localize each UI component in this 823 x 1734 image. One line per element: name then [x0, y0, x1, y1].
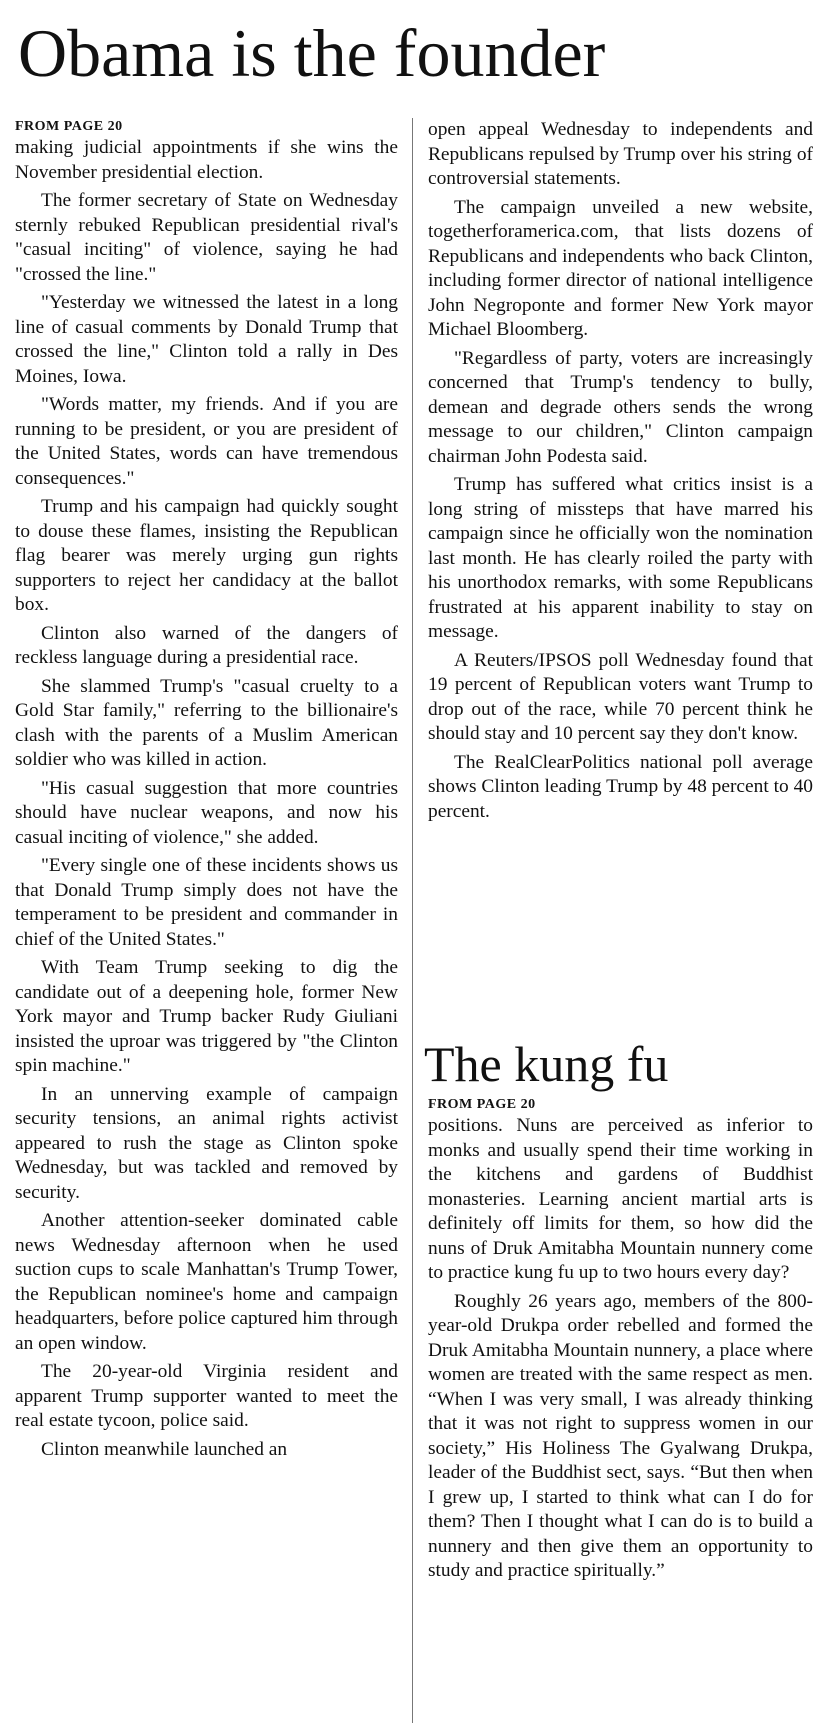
- paragraph: making judicial appointments if she wins the November presidential election.: [15, 137, 398, 183]
- paragraph: The former secretary of State on Wednesday sternly rebuked Republican presidential rival's "casual inciting" of violence, saying he had "crossed the line.": [15, 190, 398, 285]
- paragraph: The RealClearPolitics national poll average shows Clinton leading Trump by 48 percent to 40 percent.: [428, 751, 813, 822]
- paragraph: The campaign unveiled a new website, togetherforamerica.com, that lists dozens of Republicans and independents who back Clinton, including former director of national intelligence John Negroponte and former New York mayor Michael Bloomberg.: [428, 196, 813, 340]
- paragraph: Clinton also warned of the dangers of reckless language during a presidential race.: [15, 622, 398, 668]
- paragraph: "Regardless of party, voters are increasingly concerned that Trump's tendency to bully, demean and degrade others sends the wrong message to our children," Clinton campaign chairman John Podesta said.: [428, 347, 813, 467]
- column-divider: [412, 118, 413, 1723]
- paragraph: Trump has suffered what critics insist is a long string of missteps that have marred his campaign since he officially won the nomination last month. He has clearly roiled the party with his unorthodox remarks, with some Republicans frustrated at his apparent inability to stay on message.: [428, 474, 813, 642]
- paragraph: Clinton meanwhile launched an: [41, 1438, 288, 1460]
- paragraph: Trump and his campaign had quickly sought to douse these flames, insisting the Republican flag bearer was merely urging gun rights supporters to reject her candidacy at the ballot box.: [15, 496, 398, 615]
- paragraph: "Words matter, my friends. And if you are running to be president, or you are president of the United States, words can have tremendous consequences.": [15, 394, 398, 489]
- paragraph: Roughly 26 years ago, members of the 800-year-old Drukpa order rebelled and formed the Druk Amitabha Mountain nunnery, a place where women are treated with the same respect as men. “When I was very small, I was already thinking that it was not right to suppress women in our society,” His Holiness The Gyalwang Drukpa, leader of the Buddhist sect, says. “But then when I grew up, I started to think what can I do for them? Then I thought what I can do is to build a nunnery and then give them an opportunity to study and practice spiritually.”: [428, 1290, 813, 1581]
- kung-fu-headline: The kung fu: [424, 1036, 669, 1092]
- paragraph: positions. Nuns are perceived as inferior to monks and usually spend their time working in the kitchens and gardens of Buddhist monasteries. Learning ancient martial arts is definitely off limits for them, so how did the nuns of Druk Amitabha Mountain nunnery come to practice kung fu up to two hours every day?: [428, 1115, 813, 1283]
- paragraph: "Every single one of these incidents shows us that Donald Trump simply does not have the temperament to be president and commander in chief of the United States.": [15, 855, 398, 950]
- paragraph: With Team Trump seeking to dig the candidate out of a deepening hole, former New York mayor and Trump backer Rudy Giuliani insisted the uproar was triggered by "the Clinton spin machine.": [15, 957, 398, 1076]
- paragraph: "His casual suggestion that more countries should have nuclear weapons, and now his casual inciting of violence," she added.: [15, 777, 398, 848]
- paragraph: In an unnerving example of campaign security tensions, an animal rights activist appeared to rush the stage as Clinton spoke Wednesday, but was tackled and removed by security.: [15, 1083, 398, 1203]
- kung-fu-article: [424, 1036, 813, 1588]
- paragraph: open appeal Wednesday to independents and Republicans repulsed by Trump over his string of controversial statements.: [428, 119, 813, 189]
- right-column: [428, 118, 813, 828]
- from-page-label: FROM PAGE 20: [15, 119, 123, 134]
- paragraph: She slammed Trump's "casual cruelty to a Gold Star family," referring to the billionaire's clash with the parents of a Muslim American soldier who was killed in action.: [15, 675, 398, 770]
- left-column: [15, 118, 398, 1466]
- paragraph: Another attention-seeker dominated cable news Wednesday afternoon when he used suction cups to scale Manhattan's Trump Tower, the Republican nominee's home and campaign headquarters, before police captured him through an open window.: [15, 1210, 398, 1354]
- paragraph: The 20-year-old Virginia resident and apparent Trump supporter wanted to meet the real estate tycoon, police said.: [15, 1361, 398, 1431]
- paragraph: "Yesterday we witnessed the latest in a long line of casual comments by Donald Trump that crossed the line," Clinton told a rally in Des Moines, Iowa.: [15, 292, 398, 387]
- paragraph: A Reuters/IPSOS poll Wednesday found that 19 percent of Republican voters want Trump to drop out of the race, while 70 percent think he should stay and 10 percent say they don't know.: [428, 649, 813, 744]
- from-page-label: FROM PAGE 20: [428, 1097, 536, 1112]
- headline: Obama is the founder: [18, 15, 606, 91]
